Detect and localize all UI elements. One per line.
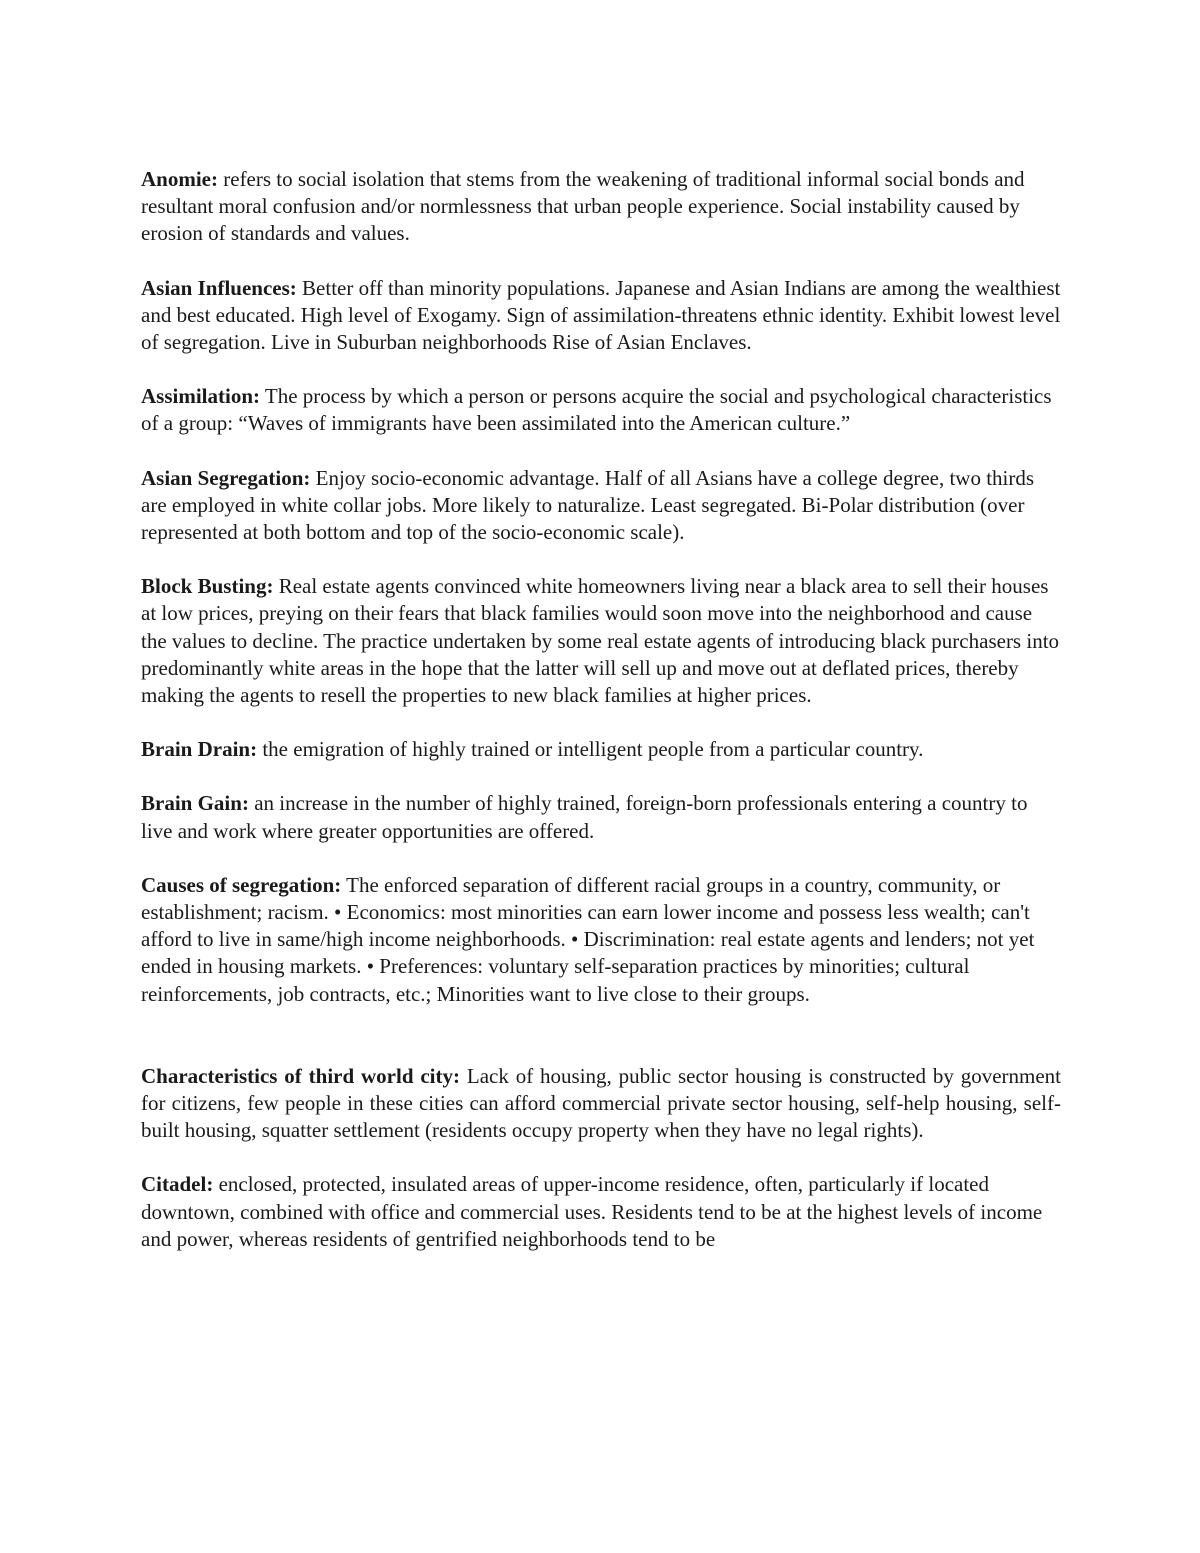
glossary-definition: refers to social isolation that stems from the weakening of traditional informal social bonds and resultant moral confusion and/or normlessness that urban people experience. Social instability caused by erosion of standards and values.: [141, 167, 1025, 246]
glossary-term: Asian Segregation:: [141, 465, 311, 490]
glossary-term: Asian Influences:: [141, 275, 297, 300]
glossary-entry-citadel: [141, 1171, 1061, 1253]
glossary-entry-causes-of-segregation: [141, 872, 1061, 1008]
glossary-entry-asian-influences: [141, 275, 1061, 357]
glossary-definition: enclosed, protected, insulated areas of upper-income residence, often, particularly if located downtown, combined with office and commercial uses. Residents tend to be at the highest levels of income and power, whereas residents of gentrified neighborhoods tend to be: [141, 1172, 1043, 1251]
glossary-term: Assimilation:: [141, 384, 261, 409]
glossary-entry-third-world-city: [141, 1063, 1061, 1145]
glossary-definition: Lack of housing, public sector housing is constructed by government for citizens, few people in these cities can afford commercial private sector housing, self-help housing, self-built housing, squatter settlement (residents occupy property when they have no legal rights).: [141, 1063, 1062, 1143]
glossary-entry-anomie: [141, 166, 1061, 248]
glossary-entry-asian-segregation: [141, 465, 1061, 547]
glossary-term: Brain Drain:: [141, 737, 258, 762]
glossary-definition: the emigration of highly trained or intelligent people from a particular country.: [262, 737, 924, 762]
glossary-term: Citadel:: [141, 1172, 214, 1197]
glossary-definition: Better off than minority populations. Japanese and Asian Indians are among the wealthiest and best educated. High level of Exogamy. Sign of assimilation-threatens ethnic identity. Exhibit lowest level of segregation. Live in Suburban neighborhoods Rise of Asian Enclaves.: [141, 275, 1061, 355]
glossary-definition: Real estate agents convinced white homeowners living near a black area to sell their houses at low prices, preying on their fears that black families would soon move into the neighborhood and cause the values to decline. The practice undertaken by some real estate agents of introducing black purchasers into predominantly white areas in the hope that the latter will sell up and move out at deflated prices, thereby making the agents to resell the properties to new black families at higher prices.: [141, 574, 1060, 708]
glossary-entry-brain-gain: [141, 790, 1061, 844]
glossary-entry-brain-drain: [141, 736, 1061, 763]
glossary-term: Anomie:: [141, 167, 218, 191]
glossary-entry-assimilation: [141, 383, 1061, 437]
document-page: [141, 166, 1061, 1280]
glossary-definition: The enforced separation of different racial groups in a country, community, or establishment; racism. • Economics: most minorities can earn lower income and possess less wealth; can't afford to live in same/high income neighborhoods. • Discrimination: real estate agents and lenders; not yet ended in housing markets. • Preferences: voluntary self-separation practices by minorities; cultural reinforcements, job contracts, etc.; Minorities want to live close to their groups.: [141, 872, 1035, 1006]
glossary-entry-block-busting: [141, 573, 1061, 709]
glossary-definition: The process by which a person or persons acquire the social and psychological characteristics of a group: “Waves of immigrants have been assimilated into the American culture.”: [141, 384, 1052, 436]
glossary-term: Brain Gain:: [141, 791, 249, 816]
glossary-term: Characteristics of third world city:: [141, 1063, 461, 1088]
glossary-term: Block Busting:: [141, 574, 274, 599]
glossary-definition: an increase in the number of highly trained, foreign-born professionals entering a country to live and work where greater opportunities are offered.: [141, 791, 1028, 843]
glossary-definition: Enjoy socio-economic advantage. Half of all Asians have a college degree, two thirds are employed in white collar jobs. More likely to naturalize. Least segregated. Bi-Polar distribution (over represented at both bottom and top of the socio-economic scale).: [141, 465, 1035, 545]
glossary-term: Causes of segregation:: [141, 872, 342, 897]
